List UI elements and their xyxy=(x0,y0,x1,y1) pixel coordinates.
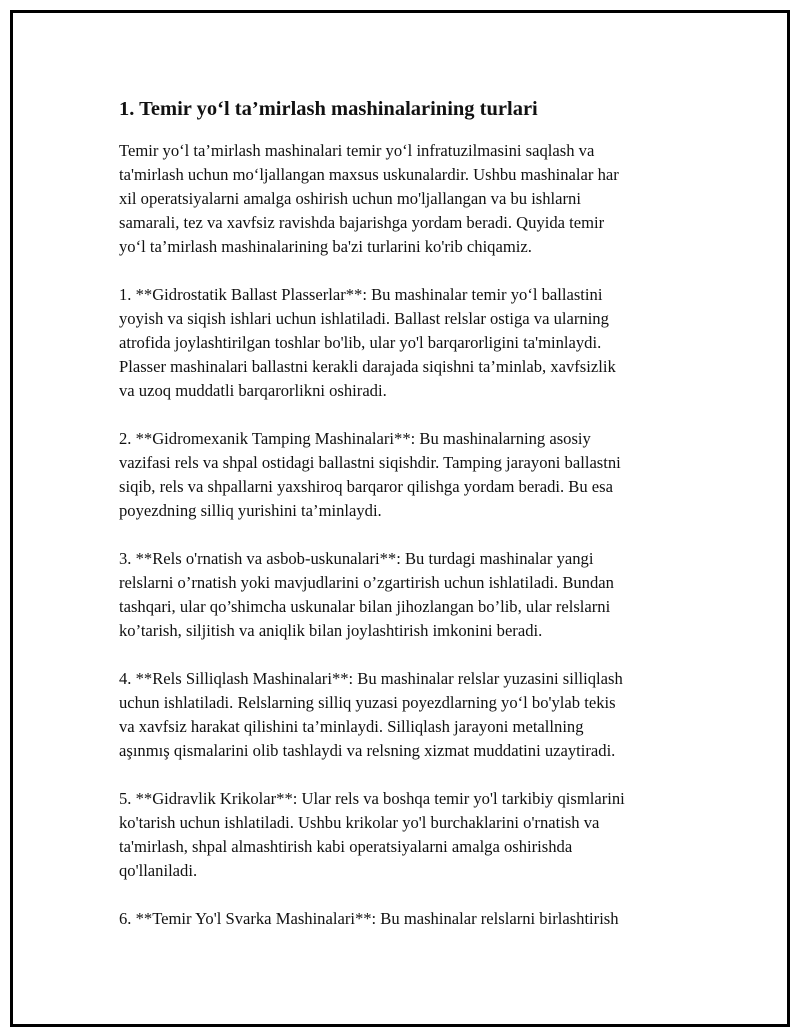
text-line: xil operatsiyalarni amalga oshirish uchun mo'ljallangan va bu ishlarni xyxy=(119,189,581,208)
text-line: ko'tarish uchun ishlatiladi. Ushbu krikolar yo'l burchaklarini o'rnatish va xyxy=(119,813,600,832)
text-line: relslarni o’rnatish yoki mavjudlarini o’zgartirish uchun ishlatiladi. Bundan xyxy=(119,573,614,592)
text-line: ta'mirlash, shpal almashtirish kabi operatsiyalarni amalga oshirishda xyxy=(119,837,573,856)
list-item-paragraph xyxy=(119,667,699,763)
text-line: yo‘l ta’mirlash mashinalarining ba'zi turlarini ko'rib chiqamiz. xyxy=(119,237,532,256)
text-line: 2. **Gidromexanik Tamping Mashinalari**: Bu mashinalarning asosiy xyxy=(119,429,591,448)
list-item-paragraph xyxy=(119,283,699,403)
document-page xyxy=(10,10,790,1027)
list-item-paragraph xyxy=(119,907,699,931)
text-line: aşınmış qismalarini olib tashlaydi va relsning xizmat muddatini uzaytiradi. xyxy=(119,741,616,760)
list-item-paragraph xyxy=(119,547,699,643)
document-title: 1. Temir yo‘l ta’mirlash mashinalarining turlari xyxy=(119,98,538,120)
text-line: vazifasi rels va shpal ostidagi ballastni siqishdir. Tamping jarayoni ballastni xyxy=(119,453,621,472)
list-item-paragraph xyxy=(119,787,699,883)
text-line: Temir yo‘l ta’mirlash mashinalari temir yo‘l infratuzilmasini saqlash va xyxy=(119,141,595,160)
text-line: 4. **Rels Silliqlash Mashinalari**: Bu mashinalar relslar yuzasini silliqlash xyxy=(119,669,623,688)
text-line: tashqari, ular qo’shimcha uskunalar bilan jihozlangan bo’lib, ular relslarni xyxy=(119,597,611,616)
text-line: va xavfsiz harakat qilishini ta’minlaydi. Silliqlash jarayoni metallning xyxy=(119,717,584,736)
text-line: 5. **Gidravlik Krikolar**: Ular rels va boshqa temir yo'l tarkibiy qismlarini xyxy=(119,789,625,808)
text-line: uchun ishlatiladi. Relslarning silliq yuzasi poyezdlarning yo‘l bo'ylab tekis xyxy=(119,693,616,712)
text-line: 1. **Gidrostatik Ballast Plasserlar**: Bu mashinalar temir yo‘l ballastini xyxy=(119,285,603,304)
document-content xyxy=(119,95,699,955)
text-line: ta'mirlash uchun mo‘ljallangan maxsus uskunalardir. Ushbu mashinalar har xyxy=(119,165,619,184)
text-line: siqib, rels va shpallarni yaxshiroq barqaror qilishga yordam beradi. Bu esa xyxy=(119,477,613,496)
text-line: qo'llaniladi. xyxy=(119,861,198,880)
text-line: Plasser mashinalari ballastni kerakli darajada siqishni ta’minlab, xavfsizlik xyxy=(119,357,616,376)
text-line: va uzoq muddatli barqarorlikni oshiradi. xyxy=(119,381,387,400)
text-line: yoyish va siqish ishlari uchun ishlatiladi. Ballast relslar ostiga va ularning xyxy=(119,309,609,328)
text-line: samarali, tez va xavfsiz ravishda bajarishga yordam beradi. Quyida temir xyxy=(119,213,605,232)
text-line: 3. **Rels o'rnatish va asbob-uskunalari**: Bu turdagi mashinalar yangi xyxy=(119,549,594,568)
text-line: poyezdning silliq yurishini ta’minlaydi. xyxy=(119,501,382,520)
list-item-paragraph xyxy=(119,427,699,523)
intro-paragraph xyxy=(119,139,699,259)
text-line: atrofida joylashtirilgan toshlar bo'lib, ular yo'l barqarorligini ta'minlaydi. xyxy=(119,333,602,352)
text-line: ko’tarish, siljitish va aniqlik bilan joylashtirish imkonini beradi. xyxy=(119,621,543,640)
text-line: 6. **Temir Yo'l Svarka Mashinalari**: Bu mashinalar relslarni birlashtirish xyxy=(119,909,619,928)
